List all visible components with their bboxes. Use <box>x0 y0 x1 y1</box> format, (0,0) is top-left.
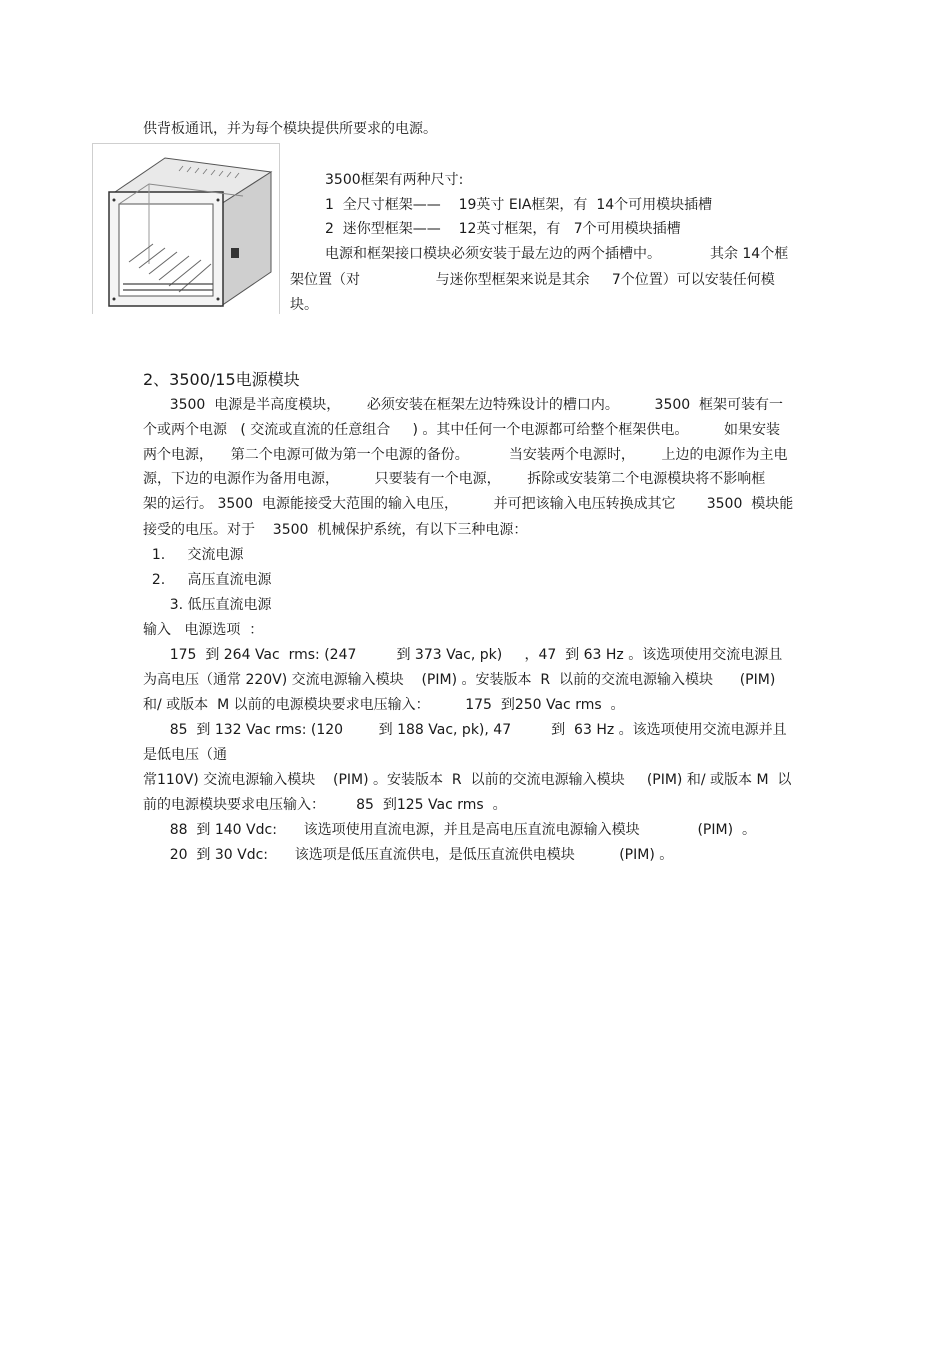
rack-image <box>93 144 279 314</box>
rack-size-full: 1 全尺寸框架—— 19英寸 EIA框架，有 14个可用模块插槽 <box>325 197 713 213</box>
option-line: 前的电源模块要求电压输入： 85 到125 Vac rms 。 <box>143 797 507 813</box>
paragraph-line: 个或两个电源 ( 交流或直流的任意组合 ) 。其中任何一个电源都可给整个框架供电。 如果安装 <box>143 422 781 438</box>
option-line: 88 到 140 Vdc: 该选项使用直流电源，并且是高电压直流电源输入模块 (PIM) 。 <box>143 822 756 838</box>
option-line: 20 到 30 Vdc: 该选项是低压直流供电，是低压直流供电模块 (PIM) 。 <box>143 847 674 863</box>
rack-sizes-intro: 3500框架有两种尺寸: <box>325 172 464 188</box>
rack-size-mini: 2 迷你型框架—— 12英寸框架，有 7个可用模块插槽 <box>325 221 681 237</box>
option-line: 为高电压（通常 220V) 交流电源输入模块 (PIM) 。安装版本 R 以前的交流电源输入模块 (PIM) <box>143 672 776 688</box>
rack-figure <box>92 143 280 314</box>
paragraph-continuation: 供背板通讯，并为每个模块提供所要求的电源。 <box>143 121 437 137</box>
paragraph-line: 架的运行。 3500 电源能接受大范围的输入电压， 并可把该输入电压转换成其它 3500 模块能 <box>143 496 794 512</box>
option-line: 常110V) 交流电源输入模块 (PIM) 。安装版本 R 以前的交流电源输入模块 (PIM) 和/ 或版本 M 以 <box>143 772 792 788</box>
paragraph-line: 两个电源， 第二个电源可做为第一个电源的备份。 当安装两个电源时， 上边的电源作为主电 <box>143 447 788 463</box>
option-line: 和/ 或版本 M 以前的电源模块要求电压输入： 175 到250 Vac rms 。 <box>143 697 625 713</box>
paragraph-line: 接受的电压。对于 3500 机械保护系统，有以下三种电源： <box>143 522 528 538</box>
rack-note-line: 块。 <box>290 297 318 313</box>
list-item: 2. 高压直流电源 <box>143 572 272 588</box>
option-line: 175 到 264 Vac rms: (247 到 373 Vac, pk) ，47 到 63 Hz 。该选项使用交流电源且 <box>143 647 783 663</box>
list-item: 1. 交流电源 <box>143 547 244 563</box>
paragraph-line: 源，下边的电源作为备用电源， 只要装有一个电源， 拆除或安装第二个电源模块将不影响框 <box>143 471 766 487</box>
option-line: 85 到 132 Vac rms: (120 到 188 Vac, pk), 47 到 63 Hz 。该选项使用交流电源并且 <box>143 722 787 738</box>
list-item: 3. 低压直流电源 <box>143 597 272 613</box>
input-options-label: 输入 电源选项 ： <box>143 622 264 638</box>
section-heading: 2、3500/15电源模块 <box>143 370 300 389</box>
paragraph-line: 3500 电源是半高度模块， 必须安装在框架左边特殊设计的槽口内。 3500 框架可装有一 <box>143 397 784 413</box>
rack-note-line: 架位置（对 与迷你型框架来说是其余 7个位置）可以安装任何模 <box>290 272 775 288</box>
option-line: 是低电压（通 <box>143 747 227 763</box>
rack-note-line: 电源和框架接口模块必须安装于最左边的两个插槽中。 其余 14个框 <box>325 246 789 262</box>
